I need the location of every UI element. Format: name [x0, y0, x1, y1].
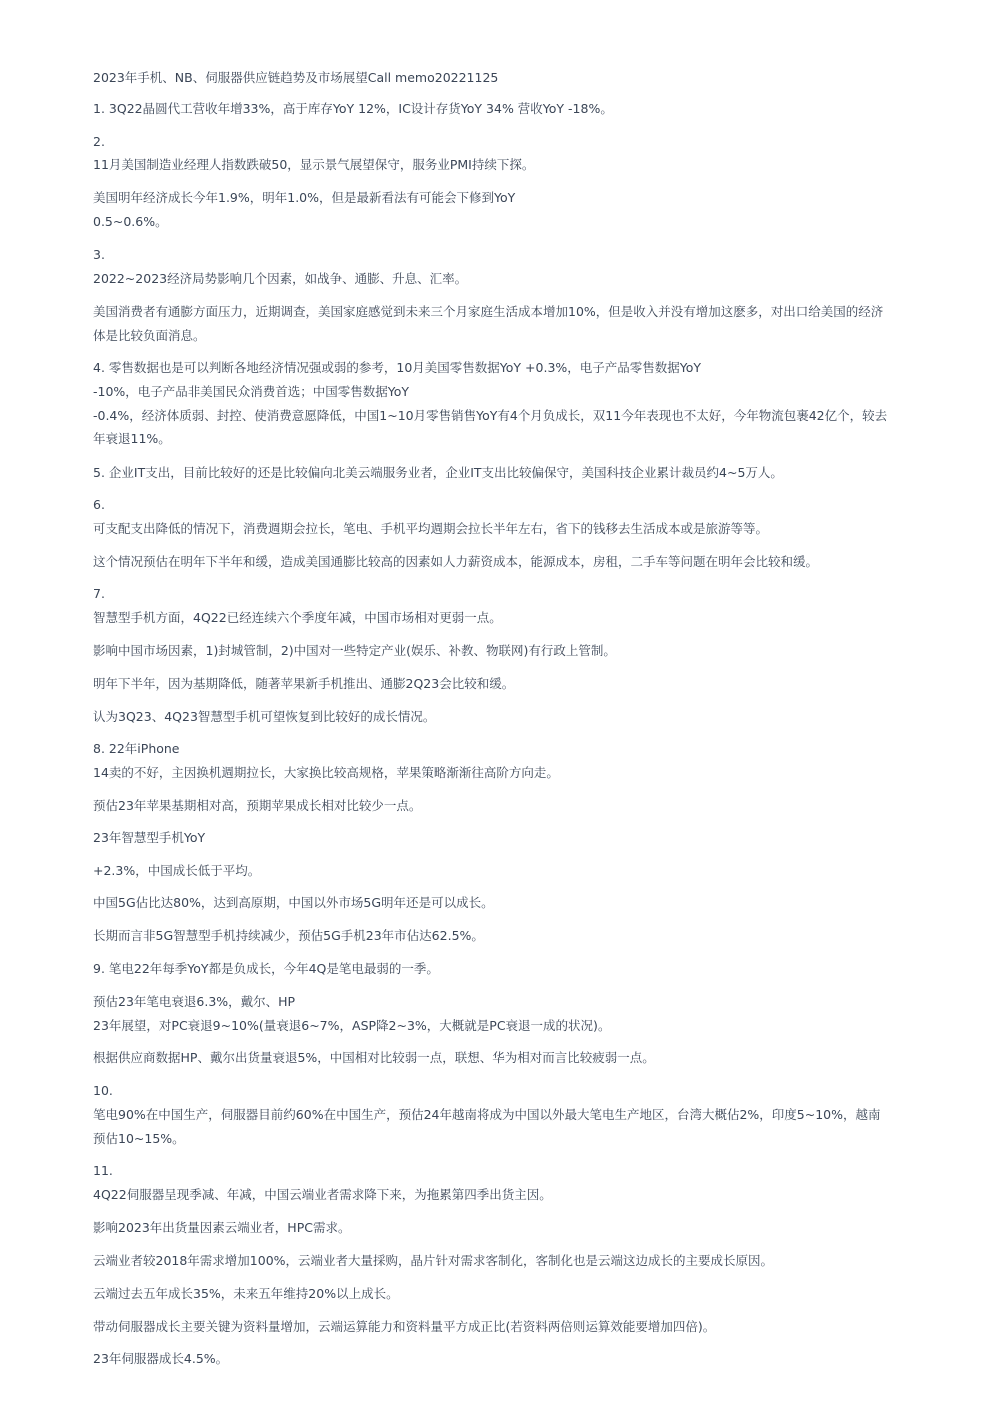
text-line: -0.4%，经济体质弱、封控、使消费意愿降低，中国1~10月零售销售YoY有4个月负成长，双11今年表现也不太好，今年物流包裹42亿个，较去 [93, 408, 888, 423]
text-line: 长期而言非5G智慧型手机持续减少，预估5G手机23年市佔达62.5%。 [93, 928, 484, 943]
text-line: 23年智慧型手机YoY [93, 830, 206, 845]
text-line: 带动伺服器成长主要关键为资料量增加，云端运算能力和资料量平方成正比(若资料两倍则运算效能要增加四倍)。 [93, 1319, 716, 1334]
text-line: 2022~2023经济局势影响几个因素，如战争、通膨、升息、汇率。 [93, 271, 468, 286]
text-line: 8. 22年iPhone [93, 741, 180, 756]
text-line: 预估23年笔电衰退6.3%，戴尔、HP [93, 994, 296, 1009]
text-line: 7. [93, 586, 105, 601]
text-line: 0.5~0.6%。 [93, 214, 168, 229]
text-line: -10%，电子产品非美国民众消费首选；中国零售数据YoY [93, 384, 410, 399]
text-line: 10. [93, 1083, 113, 1098]
text-line: 明年下半年，因为基期降低，随著苹果新手机推出、通膨2Q23会比较和缓。 [93, 676, 515, 691]
text-line: 可支配支出降低的情况下，消费週期会拉长，笔电、手机平均週期会拉长半年左右，省下的钱移去生活成本或是旅游等等。 [93, 521, 769, 536]
text-line: +2.3%，中国成长低于平均。 [93, 863, 261, 878]
text-line: 23年伺服器成长4.5%。 [93, 1351, 229, 1366]
text-line: 中国5G佔比达80%，达到高原期，中国以外市场5G明年还是可以成长。 [93, 895, 494, 910]
text-line: 11. [93, 1163, 113, 1178]
text-line: 4. 零售数据也是可以判断各地经济情况强或弱的参考，10月美国零售数据YoY +0.3%，电子产品零售数据YoY [93, 360, 702, 375]
text-line: 1. 3Q22晶圆代工营收年增33%，高于库存YoY 12%，IC设计存货YoY 34% 营收YoY -18%。 [93, 101, 613, 116]
text-line: 预估10~15%。 [93, 1131, 185, 1146]
text-line: 美国消费者有通膨方面压力，近期调查，美国家庭感觉到未来三个月家庭生活成本增加10%，但是收入并没有增加这麽多，对出口给美国的经济 [93, 304, 884, 319]
text-line: 云端业者较2018年需求增加100%，云端业者大量採购，晶片针对需求客制化，客制化也是云端这边成长的主要成长原因。 [93, 1253, 774, 1268]
text-line: 3. [93, 247, 105, 262]
document-title: 2023年手机、NB、伺服器供应链趋势及市场展望Call memo20221125 [93, 70, 499, 85]
text-line: 云端过去五年成长35%，未来五年维持20%以上成长。 [93, 1286, 399, 1301]
text-line: 2. [93, 134, 105, 149]
text-line: 美国明年经济成长今年1.9%，明年1.0%，但是最新看法有可能会下修到YoY [93, 190, 516, 205]
text-line: 这个情况预估在明年下半年和缓，造成美国通膨比较高的因素如人力薪资成本，能源成本，房租，二手车等问题在明年会比较和缓。 [93, 554, 819, 569]
text-line: 年衰退11%。 [93, 431, 171, 446]
text-line: 影响2023年出货量因素云端业者，HPC需求。 [93, 1220, 351, 1235]
text-line: 9. 笔电22年每季YoY都是负成长，今年4Q是笔电最弱的一季。 [93, 961, 439, 976]
text-line: 体是比较负面消息。 [93, 328, 206, 343]
text-line: 预估23年苹果基期相对高，预期苹果成长相对比较少一点。 [93, 798, 422, 813]
text-line: 14卖的不好，主因换机週期拉长，大家换比较高规格，苹果策略渐渐往高阶方向走。 [93, 765, 559, 780]
text-line: 11月美国制造业经理人指数跌破50，显示景气展望保守，服务业PMI持续下探。 [93, 157, 535, 172]
text-line: 笔电90%在中国生产，伺服器目前约60%在中国生产，预估24年越南将成为中国以外最大笔电生产地区，台湾大概佔2%，印度5~10%，越南 [93, 1107, 881, 1122]
text-line: 23年展望，对PC衰退9~10%(量衰退6~7%，ASP降2~3%，大概就是PC衰退一成的状况)。 [93, 1018, 611, 1033]
text-line: 6. [93, 497, 105, 512]
text-line: 影响中国市场因素，1)封城管制，2)中国对一些特定产业(娱乐、补教、物联网)有行政上管制。 [93, 643, 616, 658]
text-line: 5. 企业IT支出，目前比较好的还是比较偏向北美云端服务业者，企业IT支出比较偏保守，美国科技企业累计裁员约4~5万人。 [93, 465, 783, 480]
text-line: 4Q22伺服器呈现季减、年减，中国云端业者需求降下来，为拖累第四季出货主因。 [93, 1187, 552, 1202]
text-line: 认为3Q23、4Q23智慧型手机可望恢复到比较好的成长情况。 [93, 709, 436, 724]
text-line: 智慧型手机方面，4Q22已经连续六个季度年减，中国市场相对更弱一点。 [93, 610, 502, 625]
text-line: 根据供应商数据HP、戴尔出货量衰退5%，中国相对比较弱一点，联想、华为相对而言比较疲弱一点。 [93, 1050, 655, 1065]
